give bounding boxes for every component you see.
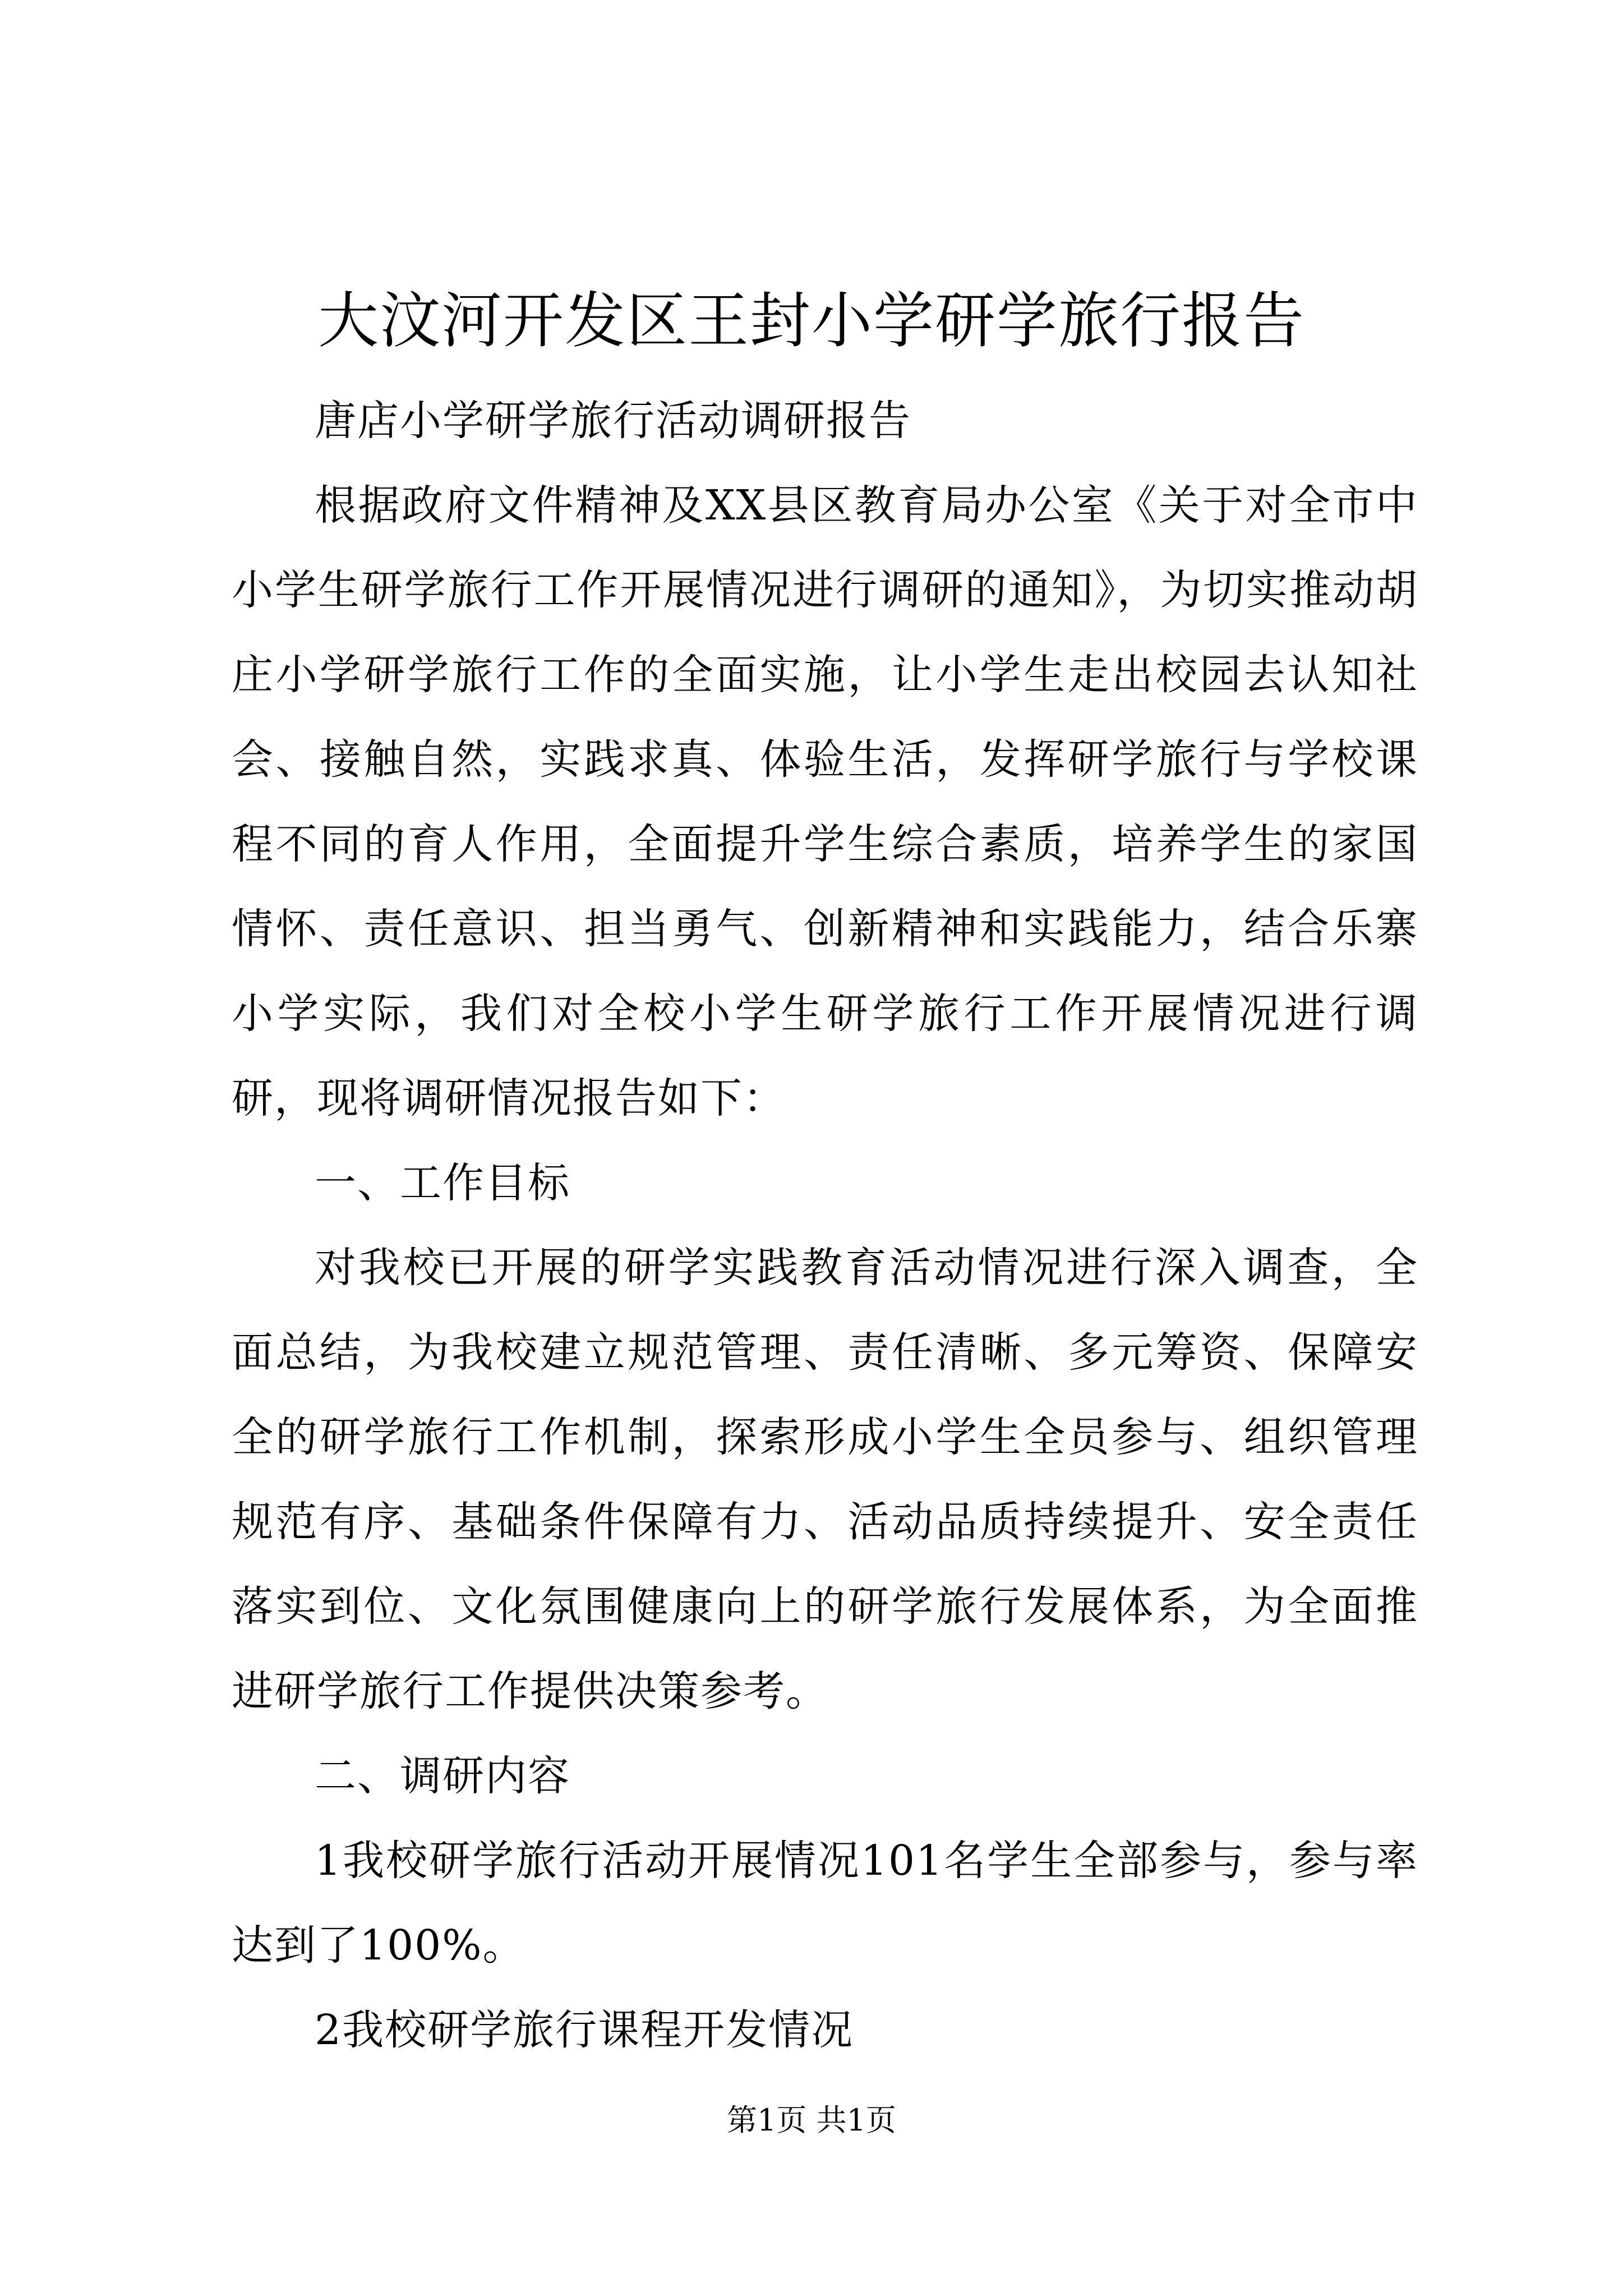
heading-research-content: 二、调研内容 bbox=[315, 1752, 570, 1800]
heading-work-goal: 一、工作目标 bbox=[315, 1159, 570, 1207]
paragraph-item-1: 1我校研学旅行活动开展情况101名学生全部参与，参与率达到了100%。 bbox=[232, 1837, 1418, 1970]
paragraph-intro: 根据政府文件精神及XX县区教育局办公室《关于对全市中小学生研学旅行工作开展情况进行调研的通知》，为切实推动胡庄小学研学旅行工作的全面实施，让小学生走出校园去认知社会、接触自然，实践求真、体验生活，发挥研学旅行与学校课程不同的育人作用，全面提升学生综合素质，培养学生的家国情怀、责任意识、担当勇气、创新精神和实践能力，结合乐寨小学实际，我们对全校小学生研学旅行工作开展情况进行调研，现将调研情况报告如下： bbox=[232, 481, 1418, 1122]
page-footer: 第1页 共1页 bbox=[727, 2102, 896, 2138]
document-title: 大汶河开发区王封小学研学旅行报告 bbox=[317, 286, 1305, 356]
paragraph-item-2: 2我校研学旅行课程开发情况 bbox=[315, 2006, 854, 2054]
paragraph-subtitle: 唐店小学研学旅行活动调研报告 bbox=[315, 397, 911, 445]
paragraph-work-goal: 对我校已开展的研学实践教育活动情况进行深入调查，全面总结，为我校建立规范管理、责任清晰、多元筹资、保障安全的研学旅行工作机制，探索形成小学生全员参与、组织管理规范有序、基础条件保障有力、活动品质持续提升、安全责任落实到位、文化氛围健康向上的研学旅行发展体系，为全面推进研学旅行工作提供决策参考。 bbox=[232, 1244, 1418, 1715]
document-body bbox=[232, 379, 1418, 2073]
